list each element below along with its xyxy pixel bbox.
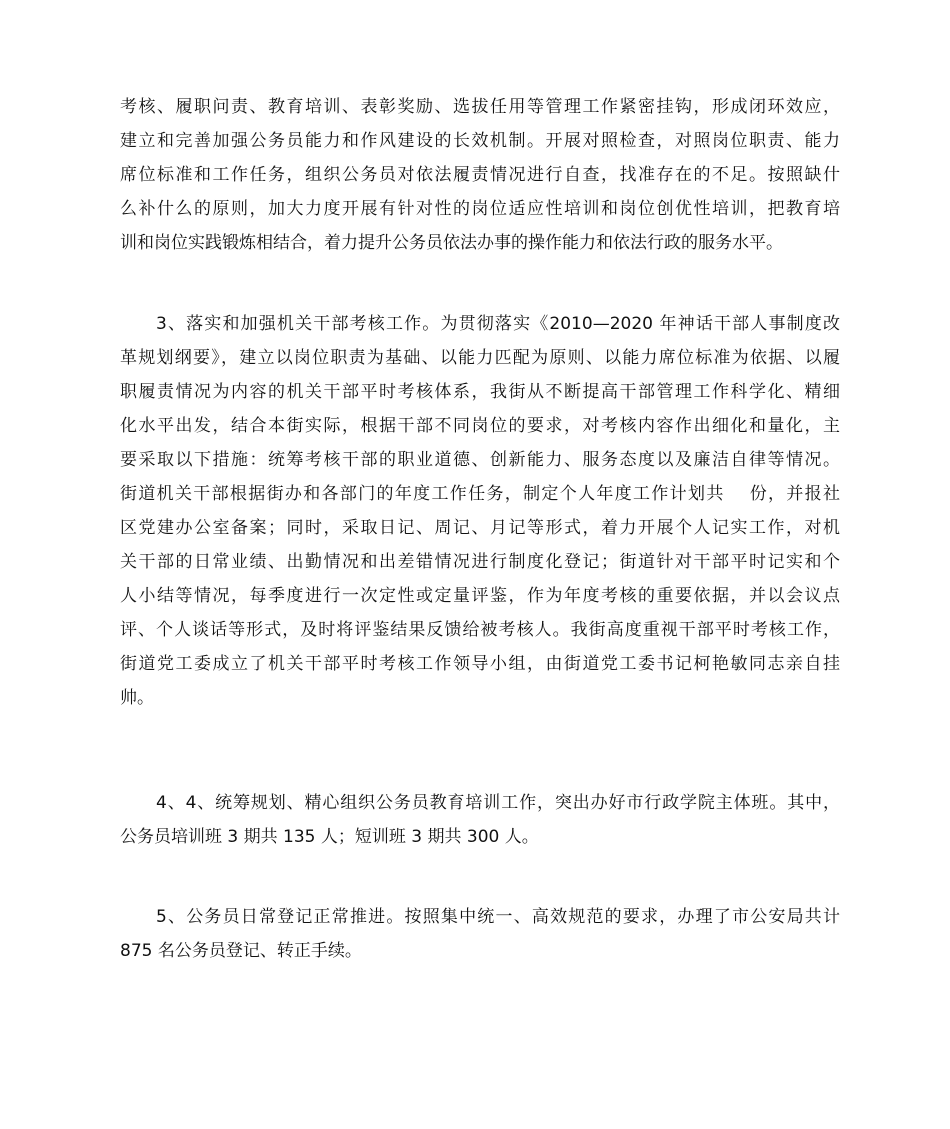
paragraph-item-4 xyxy=(120,786,840,854)
text-line: 么补什么的原则，加大力度开展有针对性的岗位适应性培训和岗位创优性培训，把教育培 xyxy=(120,199,840,219)
text-line: 建立和完善加强公务员能力和作风建设的长效机制。开展对照检查，对照岗位职责、能力 xyxy=(120,131,840,151)
text-line: 要采取以下措施：统筹考核干部的职业道德、创新能力、服务态度以及廉洁自律等情况。 xyxy=(120,450,840,470)
text-line: 3、落实和加强机关干部考核工作。为贯彻落实《2010—2020 年神话干部人事制度改 xyxy=(156,314,840,334)
text-line: 帅。 xyxy=(120,688,154,708)
paragraph-item-3 xyxy=(120,307,840,715)
text-line: 公务员培训班 3 期共 135 人；短训班 3 期共 300 人。 xyxy=(120,827,539,847)
paragraph-continuation xyxy=(120,90,840,260)
text-line: 街道机关干部根据街办和各部门的年度工作任务，制定个人年度工作计划共 份，并报社 xyxy=(120,484,840,504)
text-line: 化水平出发，结合本街实际，根据干部不同岗位的要求，对考核内容作出细化和量化，主 xyxy=(120,416,840,436)
text-line: 关干部的日常业绩、出勤情况和出差错情况进行制度化登记；街道针对干部平时记实和个 xyxy=(120,552,840,572)
text-line: 考核、履职问责、教育培训、表彰奖励、选拔任用等管理工作紧密挂钩，形成闭环效应， xyxy=(120,97,840,117)
text-line: 街道党工委成立了机关干部平时考核工作领导小组，由街道党工委书记柯艳敏同志亲自挂 xyxy=(120,654,840,674)
text-line: 革规划纲要》，建立以岗位职责为基础、以能力匹配为原则、以能力席位标准为依据、以履 xyxy=(120,348,840,368)
text-line: 4、4、统筹规划、精心组织公务员教育培训工作，突出办好市行政学院主体班。其中， xyxy=(156,793,840,813)
text-line: 875 名公务员登记、转正手续。 xyxy=(120,941,362,961)
text-line: 评、个人谈话等形式，及时将评鉴结果反馈给被考核人。我街高度重视干部平时考核工作， xyxy=(120,620,840,640)
text-line: 训和岗位实践锻炼相结合，着力提升公务员依法办事的操作能力和依法行政的服务水平。 xyxy=(120,233,783,253)
paragraph-item-5 xyxy=(120,900,840,968)
text-line: 职履责情况为内容的机关干部平时考核体系，我街从不断提高干部管理工作科学化、精细 xyxy=(120,382,840,402)
text-line: 人小结等情况，每季度进行一次定性或定量评鉴，作为年度考核的重要依据，并以会议点 xyxy=(120,586,840,606)
text-line: 区党建办公室备案；同时，采取日记、周记、月记等形式，着力开展个人记实工作，对机 xyxy=(120,518,840,538)
text-line: 5、公务员日常登记正常推进。按照集中统一、高效规范的要求，办理了市公安局共计 xyxy=(156,907,840,927)
text-line: 席位标准和工作任务，组织公务员对依法履责情况进行自查，找准存在的不足。按照缺什 xyxy=(120,165,840,185)
